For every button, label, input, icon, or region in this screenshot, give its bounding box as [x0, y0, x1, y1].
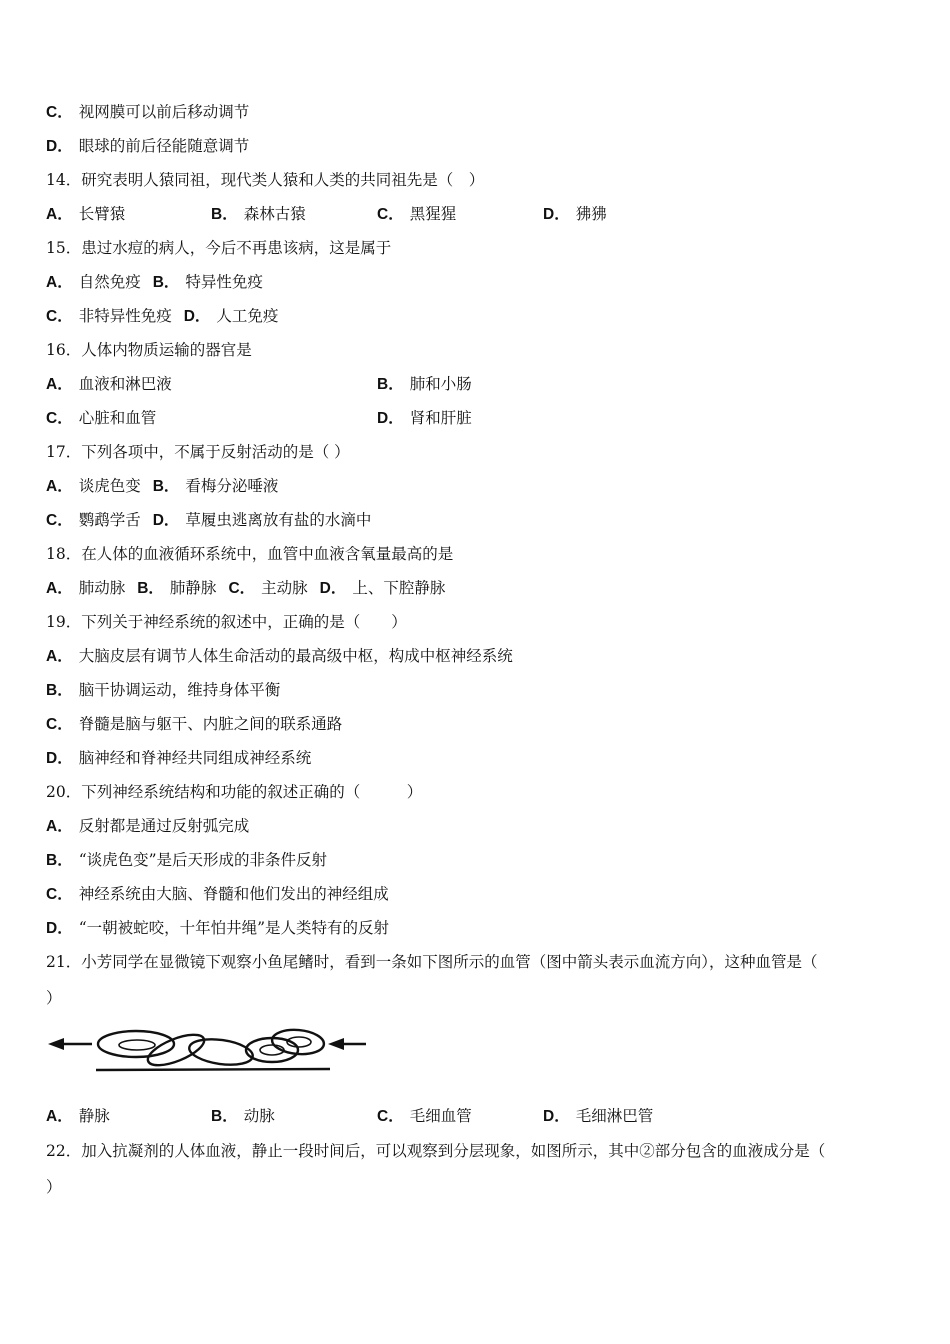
q16-option-b: [377, 374, 472, 395]
option-text: 看梅分泌唾液: [185, 477, 279, 495]
q16-option-a: [46, 374, 172, 395]
option-label: A．: [46, 580, 73, 597]
option-text: 肺和小肠: [409, 375, 472, 393]
option-label: C．: [46, 308, 73, 325]
q15-options-cd: [46, 306, 278, 327]
option-text: 上、下腔静脉: [352, 579, 446, 597]
option-text: 心脏和血管: [78, 409, 157, 427]
q17-stem: 17．下列各项中，不属于反射活动的是（ ）: [46, 443, 350, 461]
option-text: 毛细血管: [409, 1107, 472, 1125]
option-label: D．: [46, 138, 73, 155]
option-text: 谈虎色变: [78, 477, 141, 495]
option-text: 静脉: [78, 1107, 110, 1125]
option-label: C．: [377, 206, 404, 223]
q21-stem-end: ）: [46, 989, 62, 1007]
option-label: B．: [46, 682, 73, 699]
q13-option-d: [46, 136, 249, 157]
option-label: A．: [46, 274, 73, 291]
q17-options-ab: [46, 476, 278, 497]
q21-option-a: [46, 1106, 110, 1127]
option-text: 肺动脉: [78, 579, 126, 597]
option-label: D．: [46, 920, 73, 937]
option-text: 狒狒: [575, 205, 607, 223]
q19-option-b: [46, 680, 280, 701]
right-arrow-head: [328, 1038, 344, 1050]
option-text: 黑猩猩: [409, 205, 457, 223]
option-label: D．: [543, 1108, 570, 1125]
option-text: 肺静脉: [169, 579, 217, 597]
q20-option-a: [46, 816, 249, 837]
option-text: 脑神经和脊神经共同组成神经系统: [78, 749, 312, 767]
blood-vessel-figure: [44, 1018, 374, 1078]
option-text: “一朝被蛇咬，十年怕井绳”是人类特有的反射: [78, 919, 390, 937]
vessel-wall-line: [96, 1069, 330, 1070]
option-label: C．: [46, 716, 73, 733]
q14-option-a: [46, 204, 125, 225]
option-label: C．: [46, 886, 73, 903]
q19-stem: 19．下列关于神经系统的叙述中，正确的是（ ）: [46, 613, 407, 631]
q22-stem: 22．加入抗凝剂的人体血液，静止一段时间后，可以观察到分层现象，如图所示，其中②部分包含的血液成分是（: [46, 1142, 826, 1160]
q18-stem: 18．在人体的血液循环系统中，血管中血液含氧量最高的是: [46, 545, 454, 563]
option-label: D．: [377, 410, 404, 427]
option-text: 草履虫逃离放有盐的水滴中: [185, 511, 372, 529]
option-text: 自然免疫: [78, 273, 141, 291]
q16-option-d: [377, 408, 472, 429]
q19-option-c: [46, 714, 342, 735]
blood-cell: [188, 1036, 255, 1069]
option-label: C．: [377, 1108, 404, 1125]
q18-options: [46, 578, 445, 599]
left-arrow-head: [48, 1038, 64, 1050]
option-text: 动脉: [243, 1107, 275, 1125]
q20-option-c: [46, 884, 389, 905]
option-label: A．: [46, 206, 73, 223]
q15-stem: 15．患过水痘的病人，今后不再患该病，这是属于: [46, 239, 392, 257]
q21-option-b: [211, 1106, 275, 1127]
option-text: 肾和肝脏: [409, 409, 472, 427]
q21-option-d: [543, 1106, 653, 1127]
option-text: 非特异性免疫: [78, 307, 172, 325]
option-label: D．: [183, 308, 211, 325]
q14-option-d: [543, 204, 607, 225]
option-label: A．: [46, 818, 73, 835]
option-text: 主动脉: [261, 579, 308, 597]
q16-stem: 16．人体内物质运输的器官是: [46, 341, 252, 359]
q14-option-c: [377, 204, 456, 225]
option-label: D．: [319, 580, 347, 597]
option-label: C．: [228, 580, 256, 597]
q21-stem: 21．小芳同学在显微镜下观察小鱼尾鳍时，看到一条如下图所示的血管（图中箭头表示血流方向），这种血管是（: [46, 953, 818, 971]
q17-options-cd: [46, 510, 371, 531]
option-label: B．: [152, 274, 180, 291]
option-text: 毛细淋巴管: [575, 1107, 654, 1125]
q20-stem: 20．下列神经系统结构和功能的叙述正确的（ ）: [46, 783, 423, 801]
option-text: 人工免疫: [216, 307, 279, 325]
option-label: A．: [46, 648, 73, 665]
option-text: 脊髓是脑与躯干、内脏之间的联系通路: [78, 715, 343, 733]
q19-option-d: [46, 748, 311, 769]
option-label: A．: [46, 478, 73, 495]
option-label: C．: [46, 104, 73, 121]
option-text: 长臂猿: [78, 205, 126, 223]
option-label: D．: [152, 512, 180, 529]
option-text: 森林古猿: [243, 205, 306, 223]
q14-stem: 14．研究表明人猿同祖，现代类人猿和人类的共同祖先是（ ）: [46, 171, 485, 189]
option-text: 反射都是通过反射弧完成: [78, 817, 250, 835]
q20-option-d: [46, 918, 389, 939]
option-label: A．: [46, 376, 73, 393]
blood-cell: [144, 1029, 208, 1072]
option-label: D．: [46, 750, 73, 767]
option-label: B．: [46, 852, 73, 869]
option-label: C．: [46, 410, 73, 427]
option-label: B．: [211, 1108, 238, 1125]
option-label: B．: [137, 580, 164, 597]
option-text: 大脑皮层有调节人体生命活动的最高级中枢，构成中枢神经系统: [78, 647, 513, 665]
option-label: A．: [46, 1108, 73, 1125]
q15-options-ab: [46, 272, 263, 293]
q20-option-b: [46, 850, 327, 871]
option-text: “谈虎色变”是后天形成的非条件反射: [78, 851, 328, 869]
option-text: 眼球的前后径能随意调节: [78, 137, 250, 155]
option-label: C．: [46, 512, 73, 529]
option-text: 血液和淋巴液: [78, 375, 172, 393]
q19-option-a: [46, 646, 513, 667]
q14-option-b: [211, 204, 306, 225]
option-text: 神经系统由大脑、脊髓和他们发出的神经组成: [78, 885, 389, 903]
blood-cell-inner: [119, 1040, 155, 1050]
q21-option-c: [377, 1106, 472, 1127]
option-text: 鹦鹉学舌: [78, 511, 141, 529]
q13-option-c: [46, 102, 249, 123]
option-label: B．: [377, 376, 404, 393]
option-text: 特异性免疫: [185, 273, 263, 291]
q16-option-c: [46, 408, 156, 429]
option-label: B．: [211, 206, 238, 223]
option-text: 脑干协调运动，维持身体平衡: [78, 681, 281, 699]
q22-stem-end: ）: [46, 1178, 62, 1196]
option-label: B．: [152, 478, 180, 495]
option-text: 视网膜可以前后移动调节: [78, 103, 250, 121]
option-label: D．: [543, 206, 570, 223]
